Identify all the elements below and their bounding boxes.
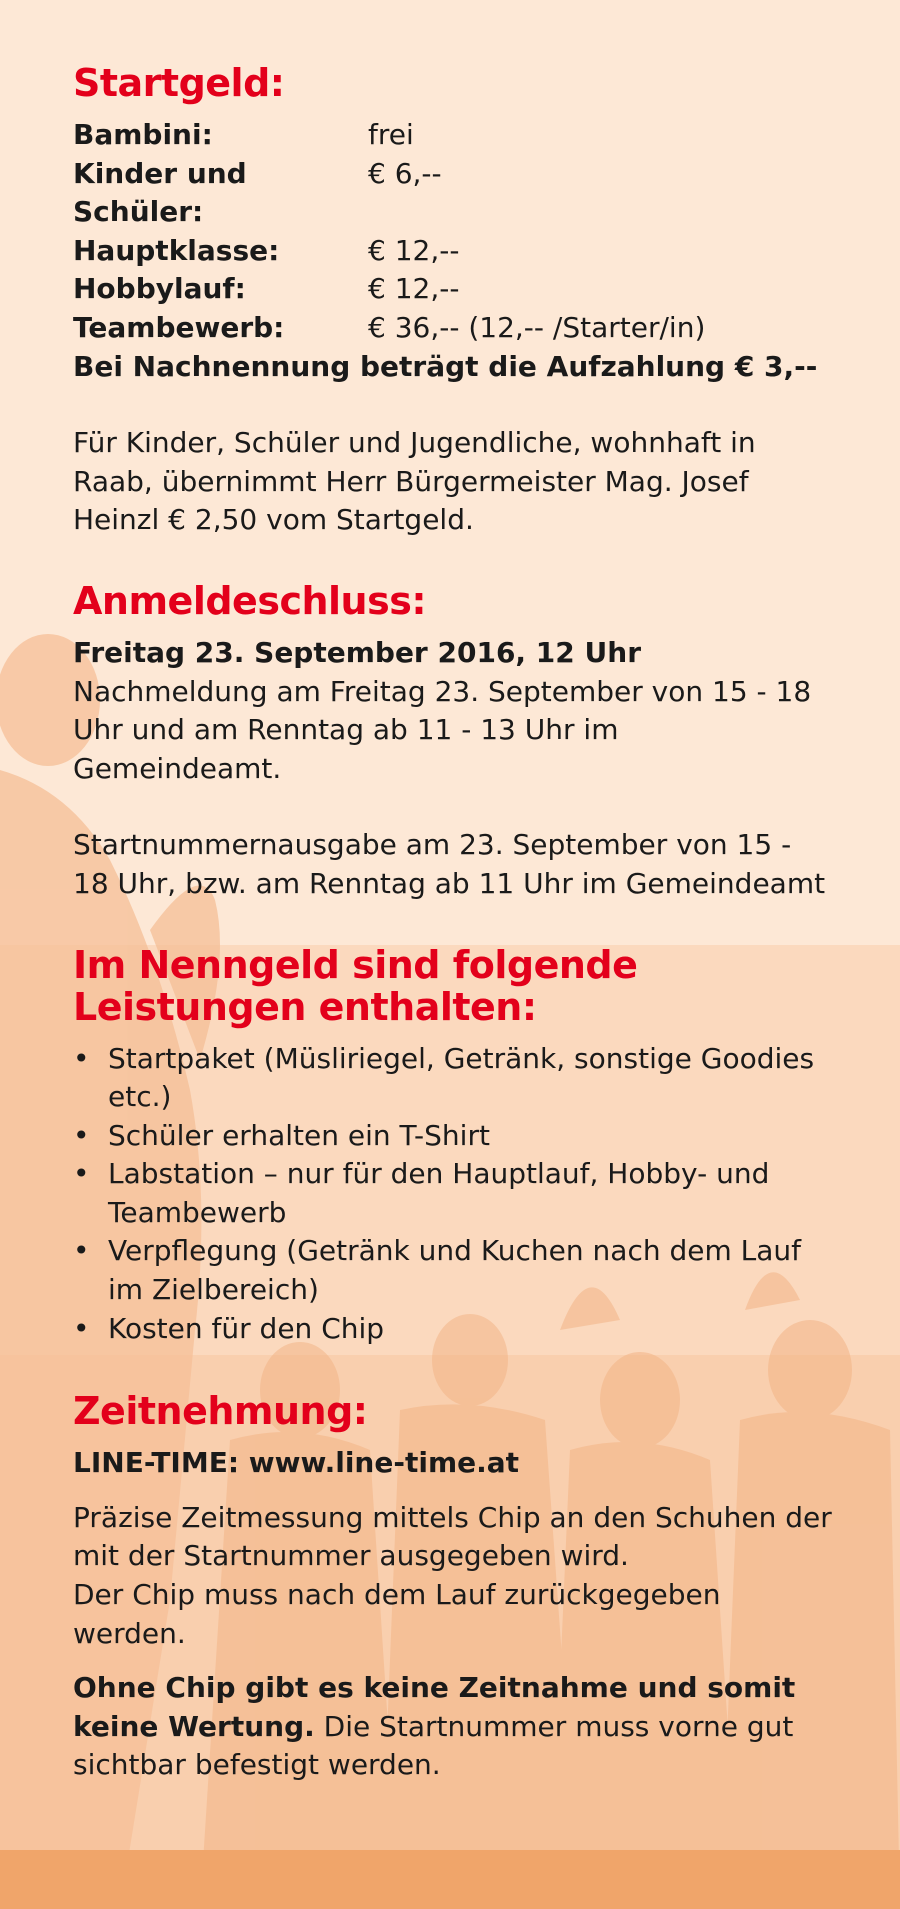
late-fee-note: Bei Nachnennung beträgt die Aufzahlung € 3,-- [73,349,818,383]
fee-value: € 6,-- [368,156,442,190]
fee-label: Bambini: [73,118,213,151]
startgeld-heading: Startgeld: [73,61,285,105]
leistungen-heading: Im Nenngeld sind folgende Leistungen enthalten: [73,942,638,1029]
list-item-text: Schüler erhalten ein T-Shirt [108,1118,490,1152]
fee-row [73,309,833,348]
section-startgeld [73,62,833,540]
bullet-icon: • [73,1157,90,1191]
fee-value: frei [368,118,414,151]
list-item [73,1232,833,1309]
list-item [73,1155,833,1232]
fee-label: Hauptklasse: [73,233,280,267]
chip-warning-rest: Die Startnummer muss vorne gut sichtbar befestigt werden. [73,1709,794,1782]
chip-return-note: Der Chip muss nach dem Lauf zurückgegeben werden. [73,1578,721,1650]
list-item [73,1040,833,1117]
fee-row [73,232,833,271]
number-pickup-text: Startnummernausgabe am 23. September von 15 - 18 Uhr, bzw. am Renntag ab 11 Uhr im Gemeindeamt [73,828,826,900]
chip-warning [73,1669,833,1785]
late-registration-text: Nachmeldung am Freitag 23. September von 15 - 18 Uhr und am Renntag ab 11 - 13 Uhr im Gemeindeamt. [73,674,812,785]
leistungen-list [73,1040,833,1349]
anmeldeschluss-heading: Anmeldeschluss: [73,578,427,623]
chip-warning-bold: Ohne Chip gibt es keine Zeitnahme und somit keine Wertung. [73,1671,796,1743]
list-item [73,1310,833,1349]
fee-label: Teambewerb: [73,310,285,344]
list-item-text: Kosten für den Chip [108,1311,385,1345]
fee-row [73,270,833,309]
fee-value: € 12,-- [368,233,460,267]
list-item [73,1117,833,1156]
fee-row [73,116,833,155]
bullet-icon: • [73,1041,90,1075]
bullet-icon: • [73,1234,90,1268]
zeitnehmung-heading: Zeitnehmung: [73,1389,368,1434]
timing-provider: LINE-TIME: www.line-time.at [73,1446,520,1480]
fee-label: Kinder und Schüler: [73,156,247,229]
section-zeitnehmung [73,1390,833,1785]
info-content [73,62,833,1785]
list-item-text: Startpaket (Müsliriegel, Getränk, sonstige Goodies etc.) [108,1041,815,1114]
subsidy-note: Für Kinder, Schüler und Jugendliche, wohnhaft in Raab, übernimmt Herr Bürgermeister Mag. Josef Heinzl € 2,50 vom Startgeld. [73,426,756,537]
bullet-icon: • [73,1118,90,1152]
fee-value: € 12,-- [368,272,460,306]
timing-description: Präzise Zeitmessung mittels Chip an den Schuhen der mit der Startnummer ausgegeben wird. [73,1500,832,1573]
bullet-icon: • [73,1311,90,1345]
deadline-text: Freitag 23. September 2016, 12 Uhr [73,635,641,669]
fee-row [73,155,833,232]
fee-label: Hobbylauf: [73,272,246,306]
fee-table [73,116,833,348]
list-item-text: Labstation – nur für den Hauptlauf, Hobby- und Teambewerb [108,1157,770,1229]
fee-value: € 36,-- (12,-- /Starter/in) [368,310,706,344]
list-item-text: Verpflegung (Getränk und Kuchen nach dem Lauf im Zielbereich) [108,1234,802,1307]
section-anmeldeschluss [73,580,833,904]
section-leistungen [73,944,833,1349]
